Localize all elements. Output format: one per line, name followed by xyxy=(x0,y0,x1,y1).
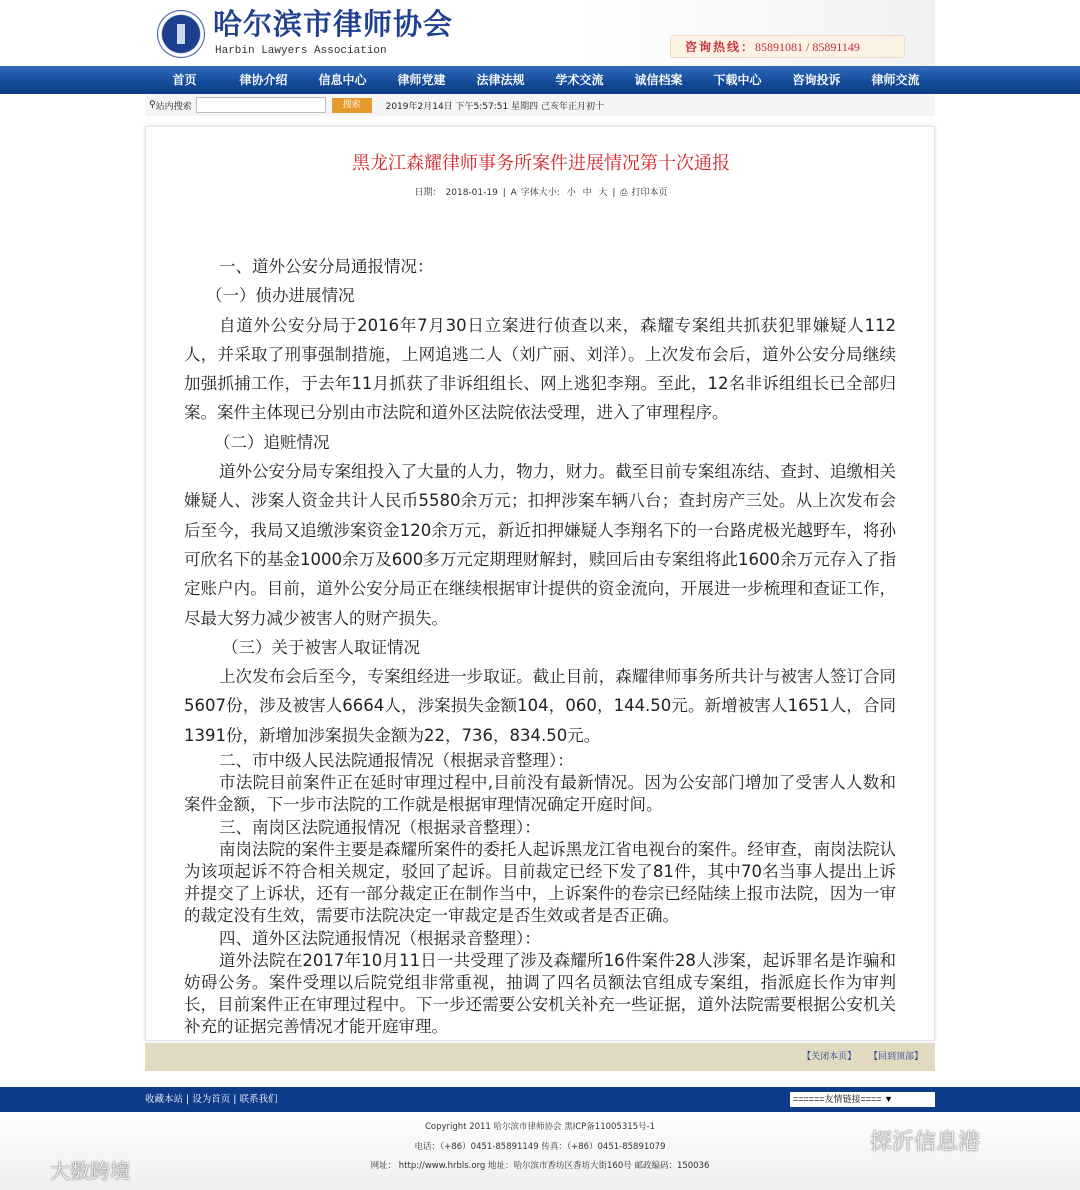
nav-integrity[interactable]: 诚信档案 xyxy=(634,73,683,87)
search-button[interactable]: 搜索 xyxy=(332,98,372,113)
nav-academic[interactable]: 学术交流 xyxy=(555,73,604,87)
print-icon: ⎙ xyxy=(620,188,628,198)
main-nav xyxy=(0,66,1080,94)
nav-download[interactable]: 下载中心 xyxy=(713,73,762,87)
contact-phone: 电话：（+86）0451-85891149 传真：（+86）0451-85891079 xyxy=(414,1141,666,1152)
article-actions xyxy=(145,1043,935,1071)
logo-seal-icon xyxy=(157,10,205,58)
close-page-link[interactable]: 【关闭本页】 xyxy=(802,1052,857,1062)
friend-links-select[interactable] xyxy=(790,1092,935,1107)
paragraph: 道外公安分局专案组投入了大量的人力，物力，财力。截至目前专案组冻结、查封、追缴相关嫌疑人、涉案人资金共计人民币5580余万元；扣押涉案车辆八台；查封房产三处。从上次发布会后至今，我局又追缴涉案资金120余万元，新近扣押嫌疑人李翔名下的一台路虎极光越野车，将孙可欣名下的基金1000余万及600多万元定期理财解封，赎回后由专案组将此1600余万元存入了指定账户内。目前，道外公安分局正在继续根据审计提供的资金流向，开展进一步梳理和查证工作，尽最大努力减少被害人的财产损失。 xyxy=(184,462,896,628)
article-date: 2018-01-19 xyxy=(445,188,498,198)
wechat-watermark: 探沂信息港 xyxy=(870,1130,981,1155)
chevron-down-icon: ▼ xyxy=(884,1094,893,1104)
article-panel xyxy=(145,126,935,1041)
hotline-box xyxy=(670,35,905,58)
nav-info[interactable]: 信息中心 xyxy=(318,73,367,87)
search-bar xyxy=(145,94,935,116)
logo-subtitle: Harbin Lawyers Association xyxy=(215,45,387,57)
nav-party[interactable]: 律师党建 xyxy=(397,73,446,87)
hotline-numbers: 85891081 / 85891149 xyxy=(755,40,860,54)
subsection-heading: （二）追赃情况 xyxy=(214,432,330,452)
font-size-icon: A xyxy=(510,188,517,198)
font-small[interactable]: 小 xyxy=(566,188,576,198)
paragraph: 道外法院在2017年10月11日一共受理了涉及森耀所16件案件28人涉案，起诉罪名是诈骗和妨碍公务。案件受理以后院党组非常重视，抽调了四名员额法官组成专案组，指派庭长作为审判长，目前案件正在审理过程中。下一步还需要公安机关补充一些证据，道外法院需要根据公安机关补充的证据完善情况才能开庭审理。 xyxy=(184,950,896,1037)
article-meta: 日期： 2018-01-19 | A 字体大小: 小 中 大 | ⎙ 打印本页 xyxy=(414,188,668,198)
logo-title[interactable]: 哈尔滨市律师协会 xyxy=(213,7,454,41)
article-title: 黑龙江森耀律师事务所案件进展情况第十次通报 xyxy=(352,153,730,174)
subsection-heading: （一）侦办进展情况 xyxy=(206,286,355,306)
search-icon: ⚲ xyxy=(149,100,156,110)
back-to-top-link[interactable]: 【回到顶部】 xyxy=(868,1052,923,1062)
paragraph: 南岗法院的案件主要是森耀所案件的委托人起诉黑龙江省电视台的案件。经审查，南岗法院认为该项起诉不符合相关规定，驳回了起诉。目前裁定已经下发了81件，其中70名当事人提出上诉并提交了上诉状，还有一部分裁定正在制作当中，上诉案件的卷宗已经陆续上报市法院，因为一审的裁定没有生效，需要市法院决定一审裁定是否生效或者是否正确。 xyxy=(184,839,896,926)
section-heading: 一、道外公安分局通报情况： xyxy=(219,257,434,276)
nav-exchange[interactable]: 律师交流 xyxy=(871,73,920,87)
footer-nav xyxy=(0,1087,1080,1112)
section-heading: 四、道外区法院通报情况（根据录音整理）： xyxy=(219,928,541,948)
section-heading: 三、南岗区法院通报情况（根据录音整理）： xyxy=(219,817,541,837)
font-size-label: 字体大小: xyxy=(520,188,560,198)
paragraph: 自道外公安分局于2016年7月30日立案进行侦查以来，森耀专案组共抓获犯罪嫌疑人112人，并采取了刑事强制措施，上网追逃二人（刘广丽、刘洋）。上次发布会后，道外公安分局继续加强抓捕工作，于去年11月抓获了非诉组组长、网上逃犯李翔。至此，12名非诉组组长已全部归案。案件主体现已分别由市法院和道外区法院依法受理，进入了审理程序。 xyxy=(184,315,896,423)
site-header xyxy=(145,0,935,66)
paragraph: 上次发布会后至今，专案组经进一步取证。截止目前，森耀律师事务所共计与被害人签订合同5607份，涉及被害人6664人，涉案损失金额104，060，144.50元。新增被害人1651人，合同1391份，新增加涉案损失金额为22，736，834.50元。 xyxy=(184,667,896,745)
nav-home[interactable]: 首页 xyxy=(172,73,197,87)
print-link[interactable]: 打印本页 xyxy=(631,188,668,198)
datetime: 2019年2月14日 下午5:57:51 星期四 己亥年正月初十 xyxy=(385,101,604,112)
section-heading: 二、市中级人民法院通报情况（根据录音整理）： xyxy=(219,751,574,771)
search-label: 站内搜索 xyxy=(155,101,192,112)
select-value: ======友情链接==== xyxy=(793,1094,882,1104)
subsection-heading: （三）关于被害人取证情况 xyxy=(222,637,420,657)
date-label: 日期： xyxy=(414,188,442,198)
nav-complaint[interactable]: 咨询投诉 xyxy=(792,73,841,87)
hotline-label: 咨询热线： xyxy=(685,40,756,54)
font-medium[interactable]: 中 xyxy=(582,188,592,198)
footer-links[interactable]: 收藏本站 | 设为首页 | 联系我们 xyxy=(145,1094,278,1105)
paragraph: 市法院目前案件正在延时审理过程中,目前没有最新情况。因为公安部门增加了受害人人数和案件金额，下一步市法院的工作就是根据审理情况确定开庭时间。 xyxy=(184,773,896,815)
font-large[interactable]: 大 xyxy=(598,188,608,198)
article-body xyxy=(184,252,896,1039)
copyright: Copyright 2011 哈尔滨市律师协会 黑ICP备11005315号-1 xyxy=(424,1122,656,1132)
nav-about[interactable]: 律协介绍 xyxy=(239,73,288,87)
search-input[interactable] xyxy=(196,97,326,113)
nav-laws[interactable]: 法律法规 xyxy=(476,73,525,87)
contact-address: 网址： http://www.hrbls.org 地址：哈尔滨市香坊区香坊大街160号 邮政编码：150036 xyxy=(370,1161,710,1171)
corner-watermark: 大数跨境 xyxy=(50,1159,130,1183)
